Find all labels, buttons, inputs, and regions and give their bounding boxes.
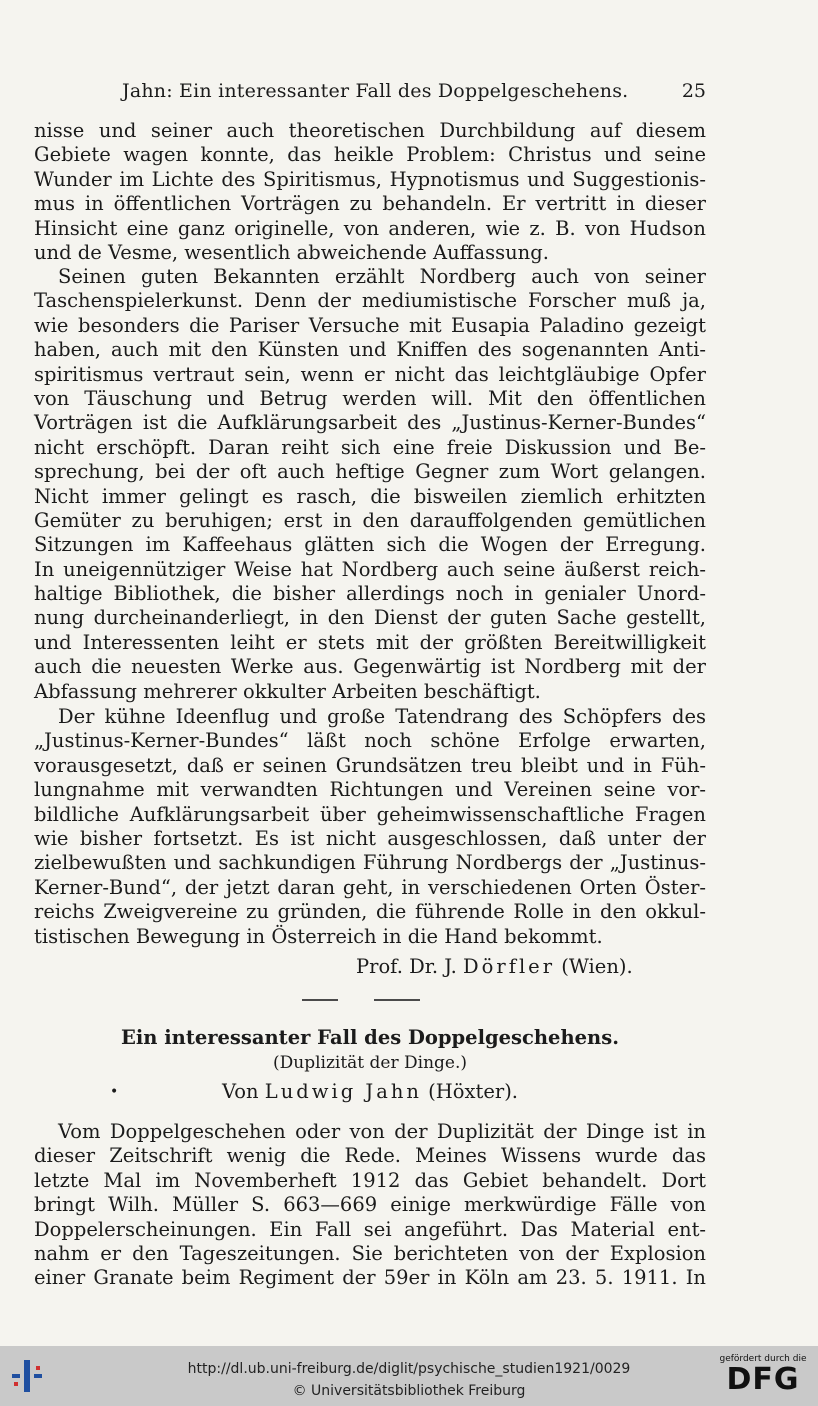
- text-line: wie bisher fortsetzt. Es ist nicht ausgeschlossen, daß unter der: [34, 826, 706, 850]
- article-title: Ein interessanter Fall des Doppelgeschehens.: [121, 1026, 619, 1049]
- text-line: bildliche Aufklärungsarbeit über geheimwissenschaftliche Fragen: [34, 802, 706, 826]
- text-line: nisse und seiner auch theoretischen Durchbildung auf diesem: [34, 119, 706, 142]
- text-line: Seinen guten Bekannten erzählt Nordberg auch von seiner: [58, 265, 706, 288]
- paragraph-4: [34, 1120, 706, 1291]
- text-line: Kerner-Bund“, der jetzt daran geht, in verschiedenen Orten Öster-: [34, 875, 706, 899]
- text-line: tistischen Bewegung in Österreich in die Hand bekommt.: [34, 924, 603, 948]
- text-line: haltige Bibliothek, die bisher allerdings noch in genialer Unord-: [34, 582, 706, 606]
- text-line: Sitzungen im Kaffeehaus glätten sich die Wogen der Erregung.: [34, 533, 706, 557]
- byline-prefix: Von: [221, 1080, 259, 1103]
- text-line: und de Vesme, wesentlich abweichende Auffassung.: [34, 240, 549, 264]
- text-line: In uneigennütziger Weise hat Nordberg auch seine äußerst reich-: [34, 557, 706, 581]
- paragraph-2: [34, 265, 706, 704]
- viewer-footer: [0, 1346, 818, 1406]
- text-line: nahm er den Tageszeitungen. Sie berichteten von der Explosion: [34, 1241, 706, 1265]
- text-line: sprechung, bei der oft auch heftige Gegner zum Wort gelangen.: [34, 460, 706, 484]
- author-signature: [356, 955, 633, 978]
- text-line: „Justinus-Kerner-Bundes“ läßt noch schöne Erfolge erwarten,: [34, 729, 706, 753]
- text-line: Gebiete wagen konnte, das heikle Problem: Christus und seine: [34, 143, 706, 167]
- text-line: Nicht immer gelingt es rasch, die bisweilen ziemlich erhitzten: [34, 484, 706, 508]
- dfg-logo: [718, 1354, 808, 1400]
- text-line: haben, auch mit den Künsten und Kniffen des sogenannten Anti-: [34, 338, 706, 362]
- separator-rule: [302, 999, 338, 1001]
- text-line: spiritismus vertraut sein, wenn er nicht das leichtgläubige Opfer: [34, 362, 706, 386]
- text-line: nicht erschöpft. Daran reiht sich eine freie Diskussion und Be-: [34, 435, 706, 459]
- dfg-wordmark: DFG: [726, 1362, 800, 1397]
- text-line: Gemüter zu beruhigen; erst in den darauffolgenden gemütlichen: [34, 508, 706, 532]
- article-subtitle: (Duplizität der Dinge.): [272, 1053, 468, 1073]
- text-line: Wunder im Lichte des Spiritismus, Hypnotismus und Suggestionis-: [34, 167, 706, 191]
- copyright-notice: © Universitätsbibliothek Freiburg: [292, 1383, 526, 1399]
- page-number: 25: [681, 80, 706, 102]
- text-line: zielbewußten und sachkundigen Führung Nordbergs der „Justinus-: [34, 851, 706, 875]
- text-line: lungnahme mit verwandten Richtungen und Vereinen seine vor-: [34, 778, 706, 802]
- text-line: Abfassung mehrerer okkulter Arbeiten beschäftigt.: [34, 679, 541, 703]
- text-line: letzte Mal im Novemberheft 1912 das Gebiet behandelt. Dort: [34, 1168, 706, 1192]
- running-title: Jahn: Ein interessanter Fall des Doppelgeschehens.: [122, 80, 629, 102]
- text-line: mus in öffentlichen Vorträgen zu behandeln. Er vertritt in dieser: [34, 192, 706, 216]
- signature-prefix: Prof. Dr. J.: [356, 955, 457, 978]
- article-byline: [0, 1080, 740, 1103]
- text-line: Hinsicht eine ganz originelle, von anderen, wie z. B. von Hudson: [34, 216, 706, 240]
- text-line: Taschenspielerkunst. Denn der mediumistische Forscher muß ja,: [34, 289, 706, 313]
- text-line: vorausgesetzt, daß er seinen Grundsätzen treu bleibt und in Füh-: [34, 753, 706, 777]
- byline-author: Ludwig Jahn: [264, 1080, 422, 1103]
- text-line: wie besonders die Pariser Versuche mit Eusapia Paladino gezeigt: [34, 313, 706, 337]
- text-line: Vom Doppelgeschehen oder von der Duplizität der Dinge ist in: [58, 1120, 706, 1143]
- signature-place: (Wien).: [561, 955, 633, 978]
- text-line: Vorträgen ist die Aufklärungsarbeit des „Justinus-Kerner-Bundes“: [34, 411, 706, 435]
- separator-rule: [374, 999, 420, 1001]
- document-url[interactable]: http://dl.ub.uni-freiburg.de/diglit/psychische_studien1921/0029: [187, 1361, 631, 1377]
- byline-place: (Höxter).: [428, 1080, 519, 1103]
- signature-name: Dörfler: [463, 955, 556, 978]
- text-line: einer Granate beim Regiment der 59er in Köln am 23. 5. 1911. In: [34, 1266, 706, 1290]
- paragraph-3: [34, 705, 706, 949]
- running-header: [36, 78, 706, 106]
- text-line: bringt Wilh. Müller S. 663—669 einige merkwürdige Fälle von: [34, 1193, 706, 1217]
- text-line: auch die neuesten Werke aus. Gegenwärtig ist Nordberg mit der: [34, 655, 706, 679]
- text-line: nung durcheinanderliegt, in den Dienst der guten Sache gestellt,: [34, 606, 706, 630]
- text-line: und Interessenten leiht er stets mit der größten Bereitwilligkeit: [34, 630, 706, 654]
- text-line: Doppelerscheinungen. Ein Fall sei angeführt. Das Material ent-: [34, 1217, 706, 1241]
- text-line: dieser Zeitschrift wenig die Rede. Meines Wissens wurde das: [34, 1144, 706, 1168]
- dfg-caption: gefördert durch die: [719, 1354, 807, 1364]
- text-line: von Täuschung und Betrug werden will. Mit den öffentlichen: [34, 386, 706, 410]
- text-line: reichs Zweigvereine zu gründen, die führende Rolle in den okkul-: [34, 900, 706, 924]
- stray-mark: •: [110, 1084, 119, 1100]
- text-line: Der kühne Ideenflug und große Tatendrang des Schöpfers des: [58, 705, 706, 728]
- paragraph-1: [34, 119, 706, 265]
